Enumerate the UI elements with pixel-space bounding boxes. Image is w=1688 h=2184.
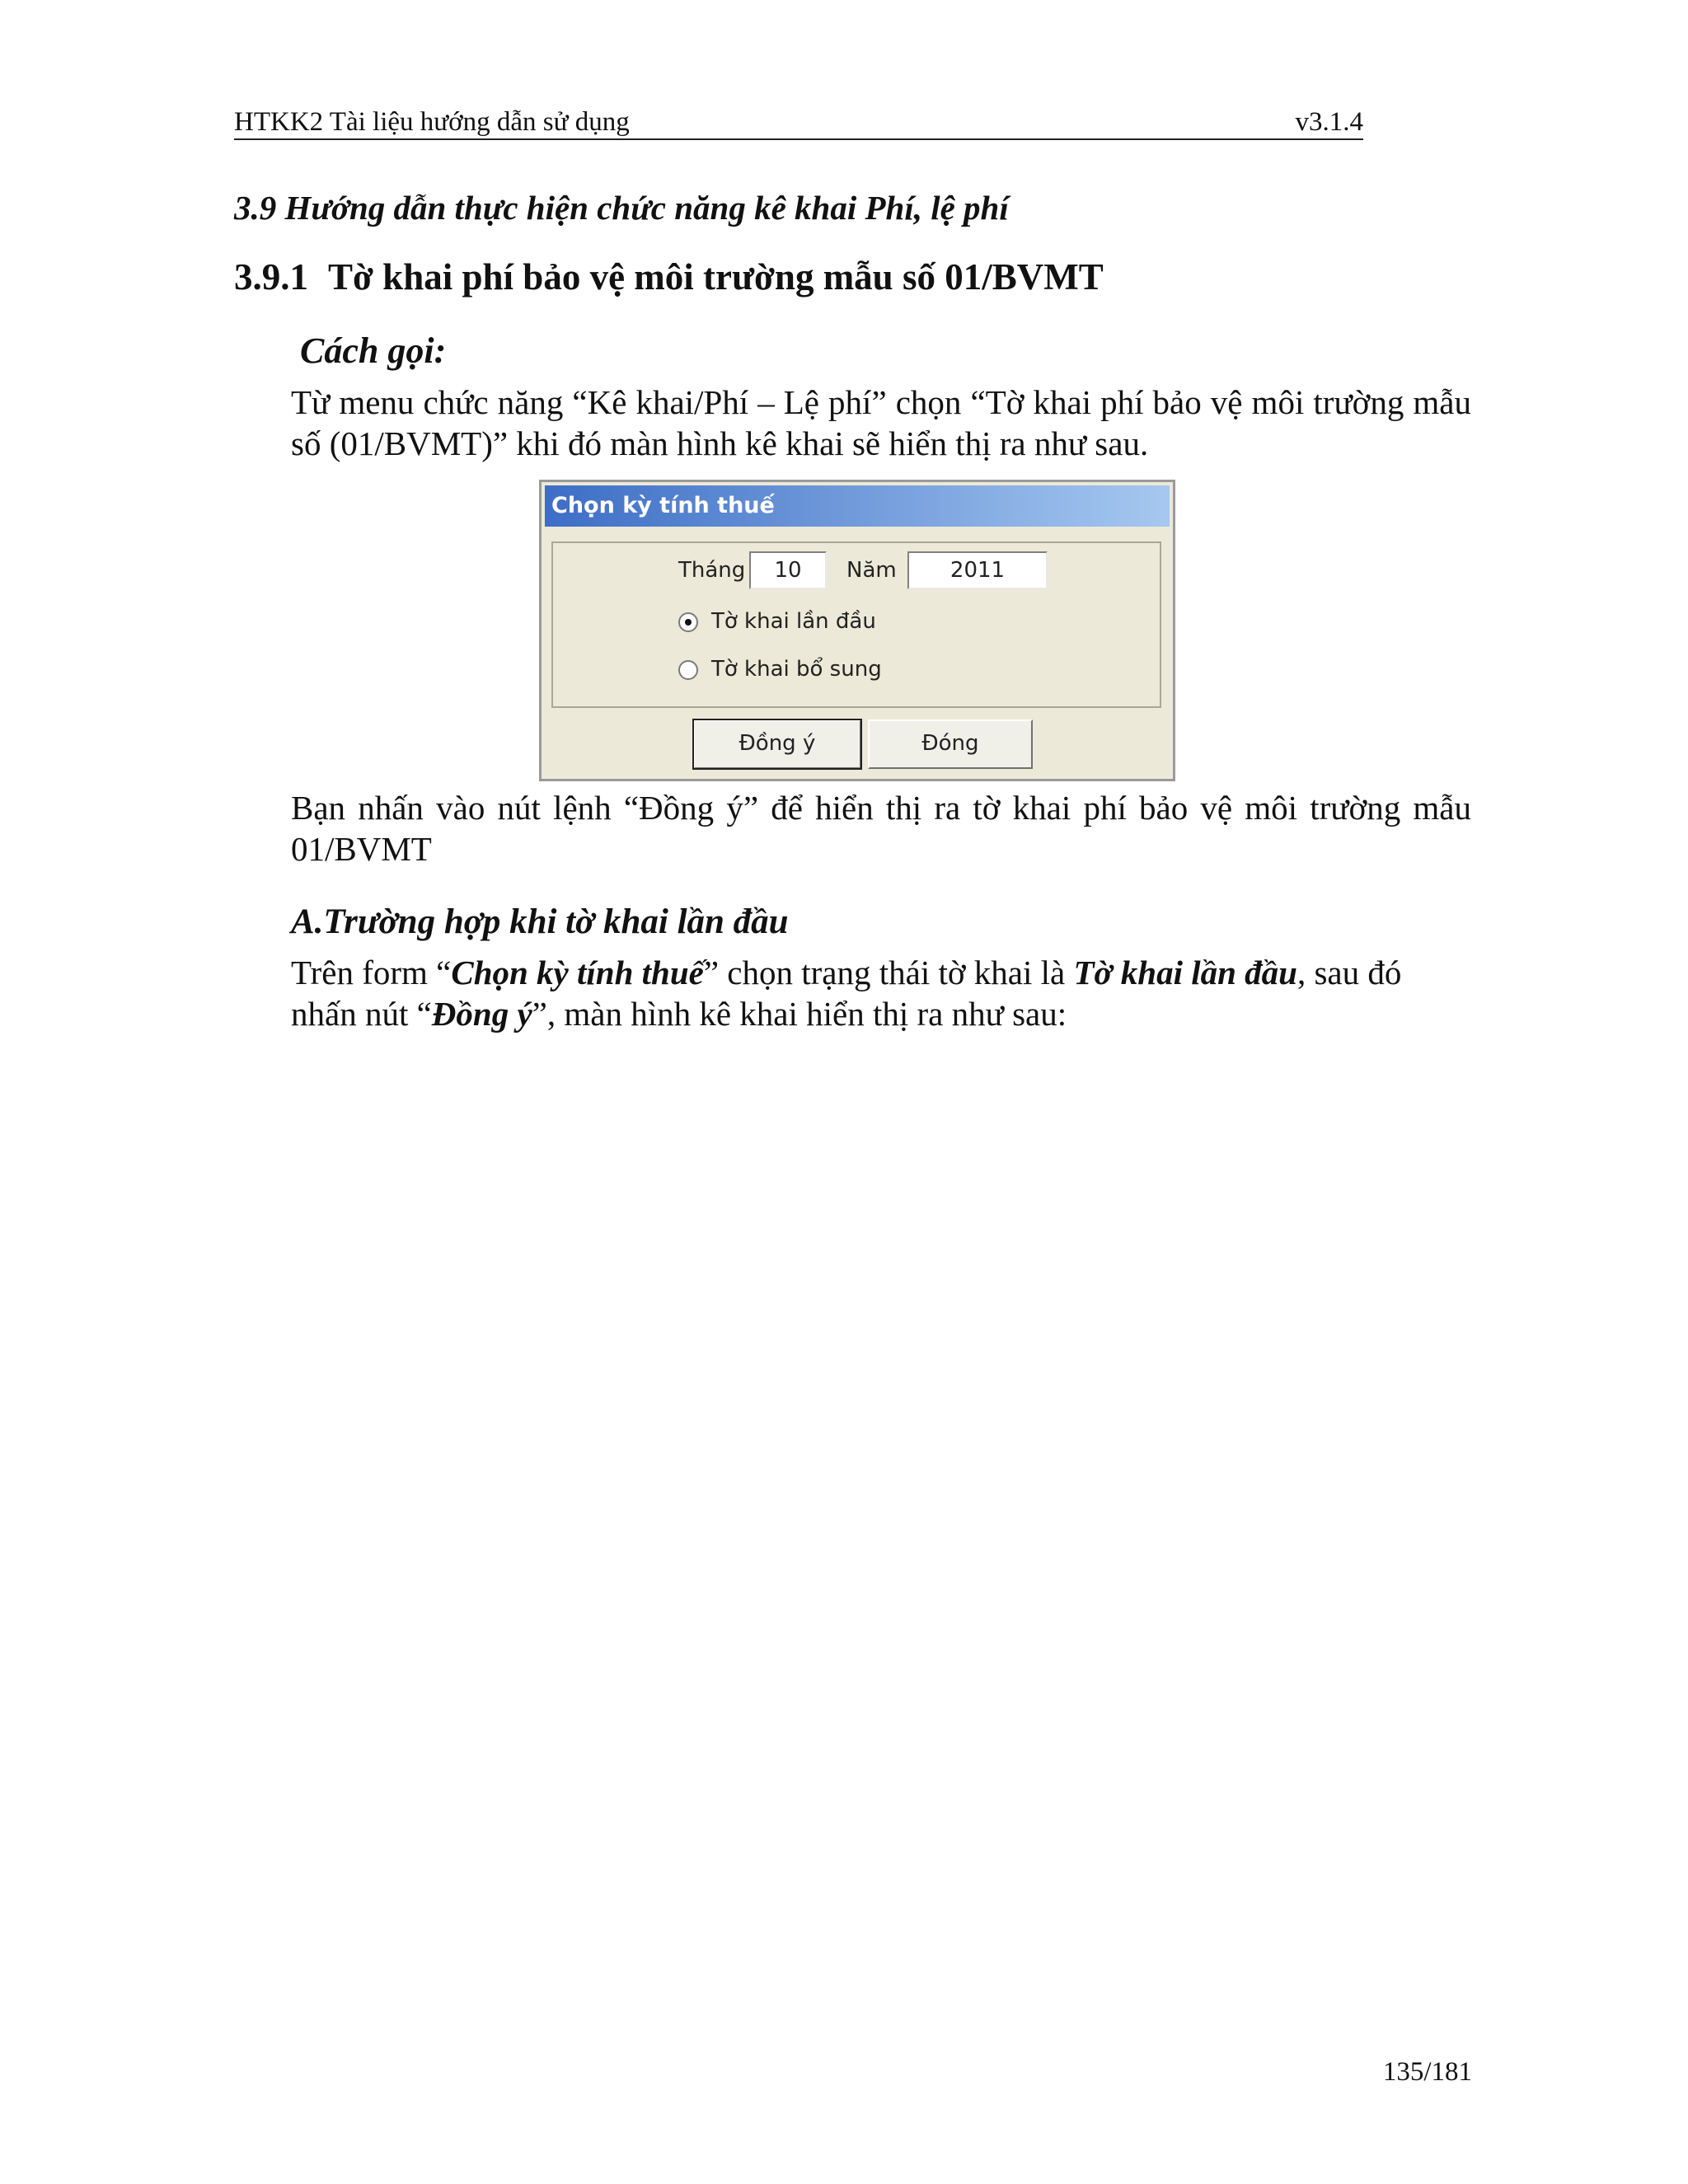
paragraph-ok-instructions: Bạn nhấn vào nút lệnh “Đồng ý” để hiển thị ra tờ khai phí bảo vệ môi trường mẫu 01/BVMT	[291, 789, 1471, 868]
emphasis-declaration-type: Tờ khai lần đầu	[1073, 954, 1297, 991]
radio-first-declaration[interactable]	[678, 612, 698, 632]
subsection-text: Tờ khai phí bảo vệ môi trường mẫu số 01/BVMT	[328, 256, 1104, 298]
radio-selected-dot-icon	[685, 619, 692, 626]
radio-supplementary-declaration[interactable]	[678, 660, 698, 680]
section-title: 3.9 Hướng dẫn thực hiện chức năng kê khai Phí, lệ phí	[234, 189, 1009, 227]
how-to-call-heading: Cách gọi:	[300, 330, 447, 371]
header-title: HTKK2 Tài liệu hướng dẫn sử dụng	[234, 107, 630, 137]
header-version: v3.1.4	[1295, 107, 1363, 137]
emphasis-button-name: Đồng ý	[431, 995, 532, 1033]
close-button[interactable]: Đóng	[868, 719, 1033, 769]
year-field[interactable]: 2011	[907, 551, 1048, 589]
radio-supplementary-declaration-label: Tờ khai bổ sung	[711, 657, 882, 682]
paragraph-menu-instructions: Từ menu chức năng “Kê khai/Phí – Lệ phí” chọn “Tờ khai phí bảo vệ môi trường mẫu số (01/BVMT)” khi đó màn hình kê khai sẽ hiển thị ra như sau.	[291, 383, 1471, 462]
emphasis-dialog-name: Chọn kỳ tính thuế	[451, 954, 704, 991]
text-run: ” chọn trạng thái tờ khai là	[703, 954, 1074, 991]
subsection-number: 3.9.1	[234, 256, 308, 298]
text-run: , sau đó nhấn nút “	[291, 954, 1402, 1033]
text-run: ”, màn hình kê khai hiển thị ra như sau:	[532, 995, 1067, 1033]
paragraph-first-declaration	[291, 952, 1471, 1034]
tax-period-dialog	[539, 480, 1175, 781]
case-a-heading: A.Trường hợp khi tờ khai lần đầu	[291, 902, 789, 941]
month-label: Tháng	[678, 558, 746, 583]
radio-first-declaration-label: Tờ khai lần đầu	[711, 609, 876, 634]
page-number: 135/181	[1382, 2057, 1472, 2087]
dialog-title-bar: Chọn kỳ tính thuế	[545, 485, 1170, 527]
dialog-group-box	[551, 541, 1161, 708]
text-run: Trên form “	[291, 954, 452, 991]
year-label: Năm	[846, 558, 897, 583]
subsection-title	[234, 255, 1104, 298]
ok-button[interactable]: Đồng ý	[693, 719, 861, 769]
month-field[interactable]: 10	[749, 551, 827, 589]
running-header	[234, 105, 1363, 140]
